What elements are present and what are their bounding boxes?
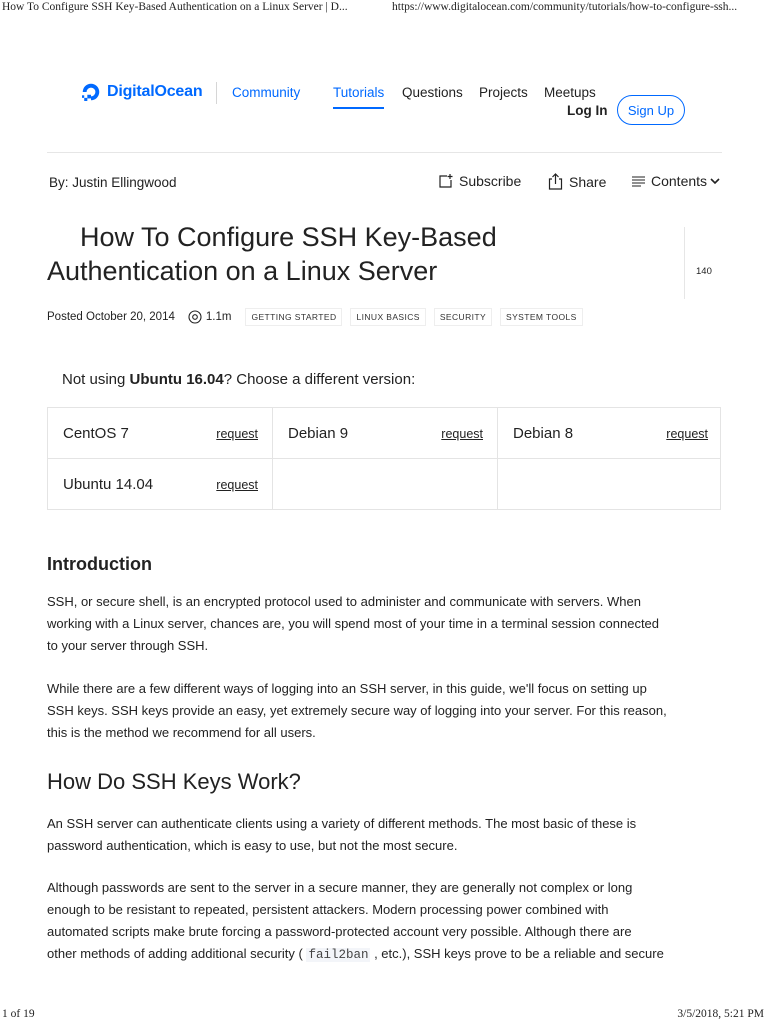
print-datetime: 3/5/2018, 5:21 PM	[677, 1008, 764, 1020]
posted-date: Posted October 20, 2014	[47, 311, 175, 323]
text-line: to your server through SSH.	[47, 638, 209, 653]
intro-paragraph-2	[47, 678, 727, 744]
keys-paragraph-2	[47, 877, 727, 966]
contents-label: Contents	[651, 173, 708, 189]
header-divider	[47, 152, 722, 153]
text-line: working with a Linux server, chances are, you will spend most of your time in a terminal session connected	[47, 616, 660, 631]
vote-count[interactable]: 140	[696, 266, 712, 277]
version-chooser-text	[62, 371, 415, 388]
current-version: Ubuntu 16.04	[129, 371, 224, 388]
version-name: Debian 9	[288, 425, 349, 442]
request-link[interactable]: request	[441, 427, 483, 441]
tag-getting-started[interactable]: GETTING STARTED	[245, 308, 342, 326]
digitalocean-logo-icon	[80, 81, 102, 103]
request-link[interactable]: request	[216, 478, 258, 492]
print-header	[0, 0, 768, 16]
request-link[interactable]: request	[666, 427, 708, 441]
version-option-ubuntu-14-04	[48, 459, 272, 510]
digitalocean-logo[interactable]	[80, 80, 202, 104]
article-meta	[47, 308, 583, 326]
share-icon	[548, 173, 563, 190]
text-line: SSH keys. SSH keys provide an easy, yet extremely secure way of logging into your server. For this reason,	[47, 703, 667, 718]
version-option-debian-8	[498, 408, 722, 459]
tag-linux-basics[interactable]: LINUX BASICS	[350, 308, 425, 326]
print-footer	[0, 1006, 768, 1024]
logo-text: DigitalOcean	[107, 83, 203, 100]
version-grid	[47, 407, 721, 510]
subscribe-icon	[438, 174, 453, 189]
nav-projects-link[interactable]: Projects	[479, 85, 528, 100]
version-prefix: Not using	[62, 371, 130, 388]
chevron-down-icon	[710, 178, 720, 185]
text-line: automated scripts make brute forcing a password-protected account very possible. Although there are	[47, 924, 632, 939]
inline-code: fail2ban	[308, 948, 369, 962]
vote-divider	[684, 227, 685, 299]
article-title-line-2: Authentication on a Linux Server	[47, 256, 438, 286]
author-byline: By: Justin Ellingwood	[49, 175, 177, 190]
nav-community-link[interactable]: Community	[232, 85, 301, 100]
subscribe-label: Subscribe	[459, 173, 522, 189]
nav-questions-link[interactable]: Questions	[402, 85, 463, 100]
version-option-debian-9	[273, 408, 497, 459]
ssh-keys-heading: How Do SSH Keys Work?	[47, 769, 301, 794]
tag-system-tools[interactable]: SYSTEM TOOLS	[500, 308, 583, 326]
text-fragment: other methods of adding additional security (	[47, 946, 307, 961]
article-title-line-1: How To Configure SSH Key-Based	[80, 222, 497, 252]
nav-divider	[216, 82, 217, 104]
article-title	[47, 220, 667, 288]
eye-icon	[188, 310, 202, 324]
text-line: enough to be resistant to repeated, persistent attackers. Modern processing power combined with	[47, 902, 609, 917]
tag-security[interactable]: SECURITY	[434, 308, 492, 326]
keys-paragraph-1	[47, 813, 727, 857]
page-number: 1 of 19	[2, 1008, 35, 1020]
request-link[interactable]: request	[216, 427, 258, 441]
contents-dropdown[interactable]	[632, 173, 720, 189]
subscribe-button[interactable]	[438, 173, 521, 189]
text-line: SSH, or secure shell, is an encrypted protocol used to administer and communicate with servers. When	[47, 594, 641, 609]
version-name: CentOS 7	[63, 425, 129, 442]
text-line: While there are a few different ways of logging into an SSH server, in this guide, we'll focus on setting up	[47, 681, 647, 696]
print-page-title: How To Configure SSH Key-Based Authentication on a Linux Server | D...	[2, 1, 348, 13]
version-name: Debian 8	[513, 425, 574, 442]
text-line: An SSH server can authenticate clients using a variety of different methods. The most basic of these is	[47, 816, 637, 831]
view-count	[188, 310, 232, 324]
version-name: Ubuntu 14.04	[63, 476, 154, 493]
login-link[interactable]: Log In	[567, 103, 608, 118]
version-option-centos-7	[48, 408, 272, 459]
text-line: this is the method we recommend for all users.	[47, 725, 316, 740]
share-button[interactable]	[548, 173, 606, 190]
introduction-heading: Introduction	[47, 554, 152, 574]
signup-button[interactable]: Sign Up	[617, 95, 685, 125]
text-line	[47, 943, 727, 966]
nav-tutorials-link[interactable]: Tutorials	[333, 85, 385, 100]
version-suffix: ? Choose a different version:	[223, 371, 416, 388]
intro-paragraph-1	[47, 591, 727, 657]
view-count-value: 1.1m	[205, 311, 232, 323]
text-fragment: , etc.), SSH keys prove to be a reliable and secure	[370, 946, 664, 961]
share-label: Share	[569, 173, 607, 190]
text-line: Although passwords are sent to the server in a secure manner, they are generally not complex or long	[47, 880, 633, 895]
list-icon	[632, 176, 645, 187]
text-line: password authentication, which is easy to use, but not the most secure.	[47, 838, 458, 853]
nav-meetups-link[interactable]: Meetups	[544, 85, 596, 100]
print-page-url: https://www.digitalocean.com/community/tutorials/how-to-configure-ssh...	[392, 1, 738, 13]
